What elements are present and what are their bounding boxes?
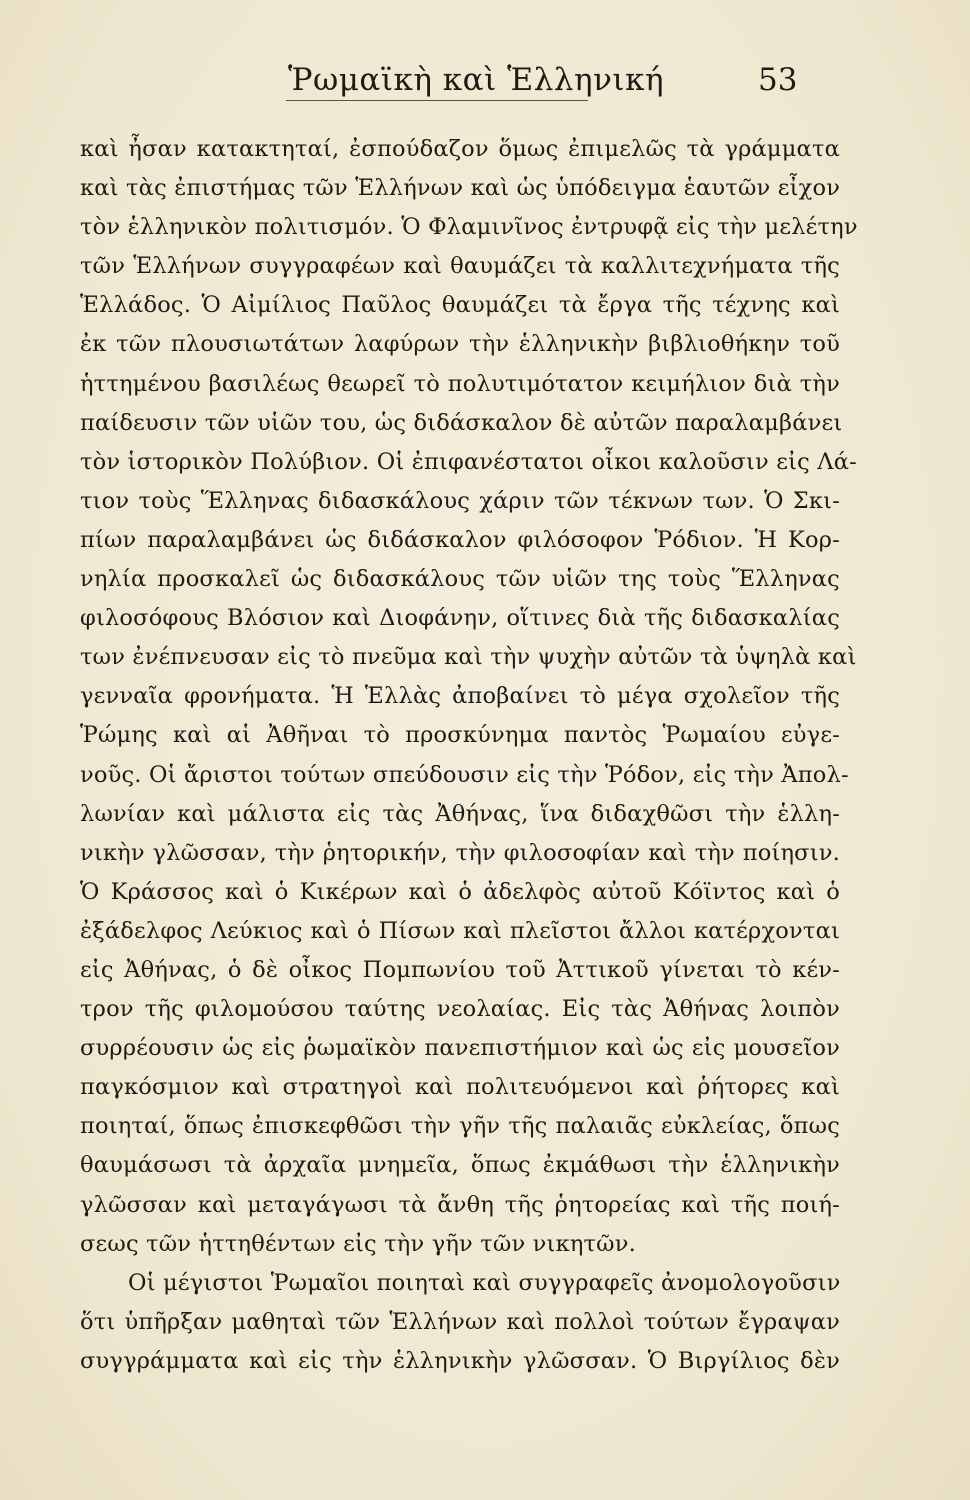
text-line: τὸν ἑλληνικὸν πολιτισμόν. Ὁ Φλαμινῖνος ἐντρυφᾷ εἰς τὴν μελέτην bbox=[80, 214, 858, 241]
body-text bbox=[80, 130, 858, 1381]
text-line: εἰς Ἀθήνας, ὁ δὲ οἶκος Πομπωνίου τοῦ Ἀττικοῦ γίνεται τὸ κέν- bbox=[80, 956, 840, 983]
text-line: Ῥώμης καὶ αἱ Ἀθῆναι τὸ προσκύνημα παντὸς Ῥωμαίου εὐγε- bbox=[80, 722, 840, 749]
text-line: ποιηταί, ὅπως ἐπισκεφθῶσι τὴν γῆν τῆς παλαιᾶς εὐκλείας, ὅπως bbox=[80, 1113, 840, 1140]
header-rule bbox=[286, 100, 588, 101]
running-head bbox=[0, 62, 970, 102]
text-line: τῶν Ἑλλήνων συγγραφέων καὶ θαυμάζει τὰ καλλιτεχνήματα τῆς bbox=[80, 253, 840, 280]
text-line: θαυμάσωσι τὰ ἀρχαῖα μνημεῖα, ὅπως ἐκμάθωσι τὴν ἑλληνικὴν bbox=[80, 1152, 840, 1179]
text-line: Οἱ μέγιστοι Ῥωμαῖοι ποιηταὶ καὶ συγγραφεῖς ἀνομολογοῦσιν bbox=[128, 1269, 841, 1296]
text-line: τρον τῆς φιλομούσου ταύτης νεολαίας. Εἰς τὰς Ἀθήνας λοιπὸν bbox=[80, 996, 840, 1023]
text-line: συρρέουσιν ὡς εἰς ῥωμαϊκὸν πανεπιστήμιον καὶ ὡς εἰς μουσεῖον bbox=[80, 1035, 840, 1062]
paragraph-2 bbox=[80, 1264, 840, 1381]
text-line: Ἑλλάδος. Ὁ Αἰμίλιος Παῦλος θαυμάζει τὰ ἔργα τῆς τέχνης καὶ bbox=[80, 292, 840, 319]
text-line: λωνίαν καὶ μάλιστα εἰς τὰς Ἀθήνας, ἵνα διδαχθῶσι τὴν ἑλλη- bbox=[80, 800, 840, 827]
page-number: 53 bbox=[758, 62, 798, 98]
text-line: καὶ ἦσαν κατακτηταί, ἐσπούδαζον ὅμως ἐπιμελῶς τὰ γράμματα bbox=[80, 136, 840, 162]
running-title: Ῥωμαϊκὴ καὶ Ἑλληνική bbox=[288, 62, 665, 98]
text-line: συγγράμματα καὶ εἰς τὴν ἑλληνικὴν γλῶσσαν. Ὁ Βιργίλιος δὲν bbox=[80, 1347, 840, 1374]
text-line: παίδευσιν τῶν υἱῶν του, ὡς διδάσκαλον δὲ αὐτῶν παραλαμβάνει bbox=[80, 409, 843, 436]
text-line: Ὁ Κράσσος καὶ ὁ Κικέρων καὶ ὁ ἀδελφὸς αὐτοῦ Κόϊντος καὶ ὁ bbox=[80, 878, 840, 905]
text-line: ἐξάδελφος Λεύκιος καὶ ὁ Πίσων καὶ πλεῖστοι ἄλλοι κατέρχονται bbox=[80, 917, 840, 944]
text-line: σεως τῶν ἡττηθέντων εἰς τὴν γῆν τῶν νικητῶν. bbox=[80, 1230, 636, 1257]
text-line: ἡττημένου βασιλέως θεωρεῖ τὸ πολυτιμότατον κειμήλιον διὰ τὴν bbox=[80, 370, 840, 397]
text-line: γενναῖα φρονήματα. Ἡ Ἑλλὰς ἀποβαίνει τὸ μέγα σχολεῖον τῆς bbox=[80, 683, 840, 710]
text-line: γλῶσσαν καὶ μεταγάγωσι τὰ ἄνθη τῆς ῥητορείας καὶ τῆς ποιή- bbox=[80, 1191, 840, 1218]
text-line: ὅτι ὑπῆρξαν μαθηταὶ τῶν Ἑλλήνων καὶ πολλοὶ τούτων ἔγραψαν bbox=[80, 1308, 840, 1335]
paragraph-1 bbox=[80, 130, 858, 1264]
text-line: τιον τοὺς Ἕλληνας διδασκάλους χάριν τῶν τέκνων των. Ὁ Σκι- bbox=[80, 487, 840, 514]
text-line: καὶ τὰς ἐπιστήμας τῶν Ἑλλήνων καὶ ὡς ὑπόδειγμα ἑαυτῶν εἶχον bbox=[80, 175, 841, 202]
text-line: πίων παραλαμβάνει ὡς διδάσκαλον φιλόσοφον Ῥόδιον. Ἡ Κορ- bbox=[80, 526, 840, 553]
text-line: νηλία προσκαλεῖ ὡς διδασκάλους τῶν υἱῶν της τοὺς Ἕλληνας bbox=[80, 566, 840, 593]
text-line: νικὴν γλῶσσαν, τὴν ῥητορικήν, τὴν φιλοσοφίαν καὶ τὴν ποίησιν. bbox=[80, 839, 840, 866]
text-line: τὸν ἱστορικὸν Πολύβιον. Οἱ ἐπιφανέστατοι οἶκοι καλοῦσιν εἰς Λά- bbox=[80, 448, 857, 475]
text-line: παγκόσμιον καὶ στρατηγοὶ καὶ πολιτευόμενοι καὶ ῥήτορες καὶ bbox=[80, 1074, 840, 1101]
text-line: νοῦς. Οἱ ἄριστοι τούτων σπεύδουσιν εἰς τὴν Ῥόδον, εἰς τὴν Ἀπολ- bbox=[80, 761, 849, 788]
text-line: ἐκ τῶν πλουσιωτάτων λαφύρων τὴν ἑλληνικὴν βιβλιοθήκην τοῦ bbox=[80, 331, 840, 358]
text-line: φιλοσόφους Βλόσιον καὶ Διοφάνην, οἵτινες διὰ τῆς διδασκαλίας bbox=[80, 605, 840, 632]
text-line: των ἐνέπνευσαν εἰς τὸ πνεῦμα καὶ τὴν ψυχὴν αὐτῶν τὰ ὑψηλὰ καὶ bbox=[80, 644, 857, 671]
